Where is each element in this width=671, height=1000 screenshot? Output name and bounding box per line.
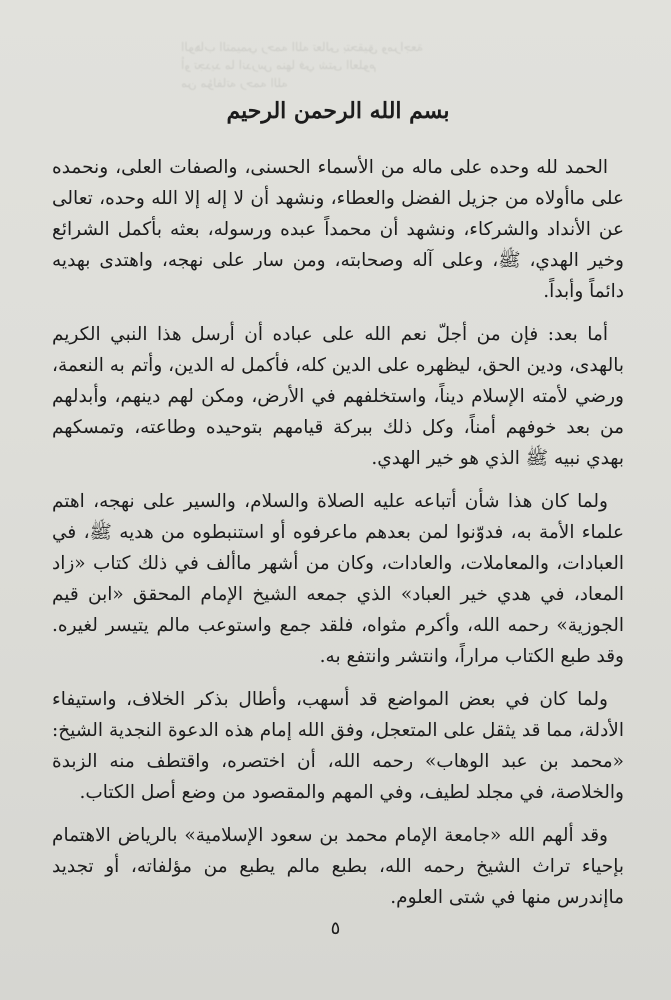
page-content: [52, 98, 624, 925]
paragraph-amma-baad: أما بعد: فإن من أجلّ نعم الله على عباده أن أرسل هذا النبي الكريم بالهدى، ودين الحق، ليظهره على الدين كله، فأكمل له الدين، وأتم به النعمة، ورضي لأمته الإسلام ديناً، واستخلفهم في الأرض، ومكن لهم دينهم، وأبدلهم من بعد خوفهم أمناً، وكل ذلك ببركة قيامهم بتوحيده وطاعته، وتمسكهم بهدي نبيه ﷺ الذي هو خير الهدي.: [52, 324, 624, 469]
paragraph-abridgement: ولما كان في بعض المواضع قد أسهب، وأطال بذكر الخلاف، واستيفاء الأدلة، مما قد يثقل على المتعجل، وفق الله إمام هذه الدعوة النجدية الشيخ: «محمد بن عبد الوهاب» رحمه الله، أن اختصره، واقتطف منه الزبدة والخلاصة، في مجلد لطيف، وفي المهم والمقصود من وضع أصل الكتاب.: [52, 689, 624, 803]
paragraph-scholars: ولما كان هذا شأن أتباعه عليه الصلاة والسلام، والسير على نهجه، اهتم علماء الأمة به، فدوّنوا لمن بعدهم ماعرفوه أو استنبطوه من هديه ﷺ، في العبادات، والمعاملات، والعادات، وكان من أشهر ماألف في ذلك كتاب «زاد المعاد، في هدي خير العباد» الذي جمعه الشيخ الإمام المحقق «ابن قيم الجوزية» رحمه الله، وأكرم مثواه، فلقد جمع واستوعب مالم يتيسر لغيره. وقد طبع الكتاب مراراً، وانتشر وانتفع به.: [52, 491, 624, 667]
paragraph-university: وقد ألهم الله «جامعة الإمام محمد بن سعود الإسلامية» بالرياض الاهتمام بإحياء تراث الشيخ رحمه الله، بطبع مالم يطبع من مؤلفاته، أو تجديد ماإندرس منها في شتى العلوم.: [52, 825, 624, 908]
paragraph-praise: الحمد لله وحده على ماله من الأسماء الحسنى، والصفات العلى، ونحمده على ماأولاه من جزيل الفضل والعطاء، ونشهد أن لا إله إلا الله وحده، تعالى عن الأنداد والشركاء، ونشهد أن محمداً عبده ورسوله، بعثه بأكمل الشرائع وخير الهدي، ﷺ، وعلى آله وصحابته، ومن سار على نهجه، واهتدى بهديه دائماً وأبداً.: [52, 157, 624, 302]
show-through-line: من مؤلفاته رحمه الله: [181, 76, 288, 90]
show-through-line: الوهاب التميمي رحمه الله تعالى بتحقيق ومراجعة: [181, 40, 424, 54]
basmala-heading: بسم الله الرحمن الرحيم: [226, 98, 450, 124]
show-through-line: أو تجديد ما اندرس منها في شتى العلوم: [181, 58, 377, 72]
page-number: ٥: [330, 918, 341, 939]
